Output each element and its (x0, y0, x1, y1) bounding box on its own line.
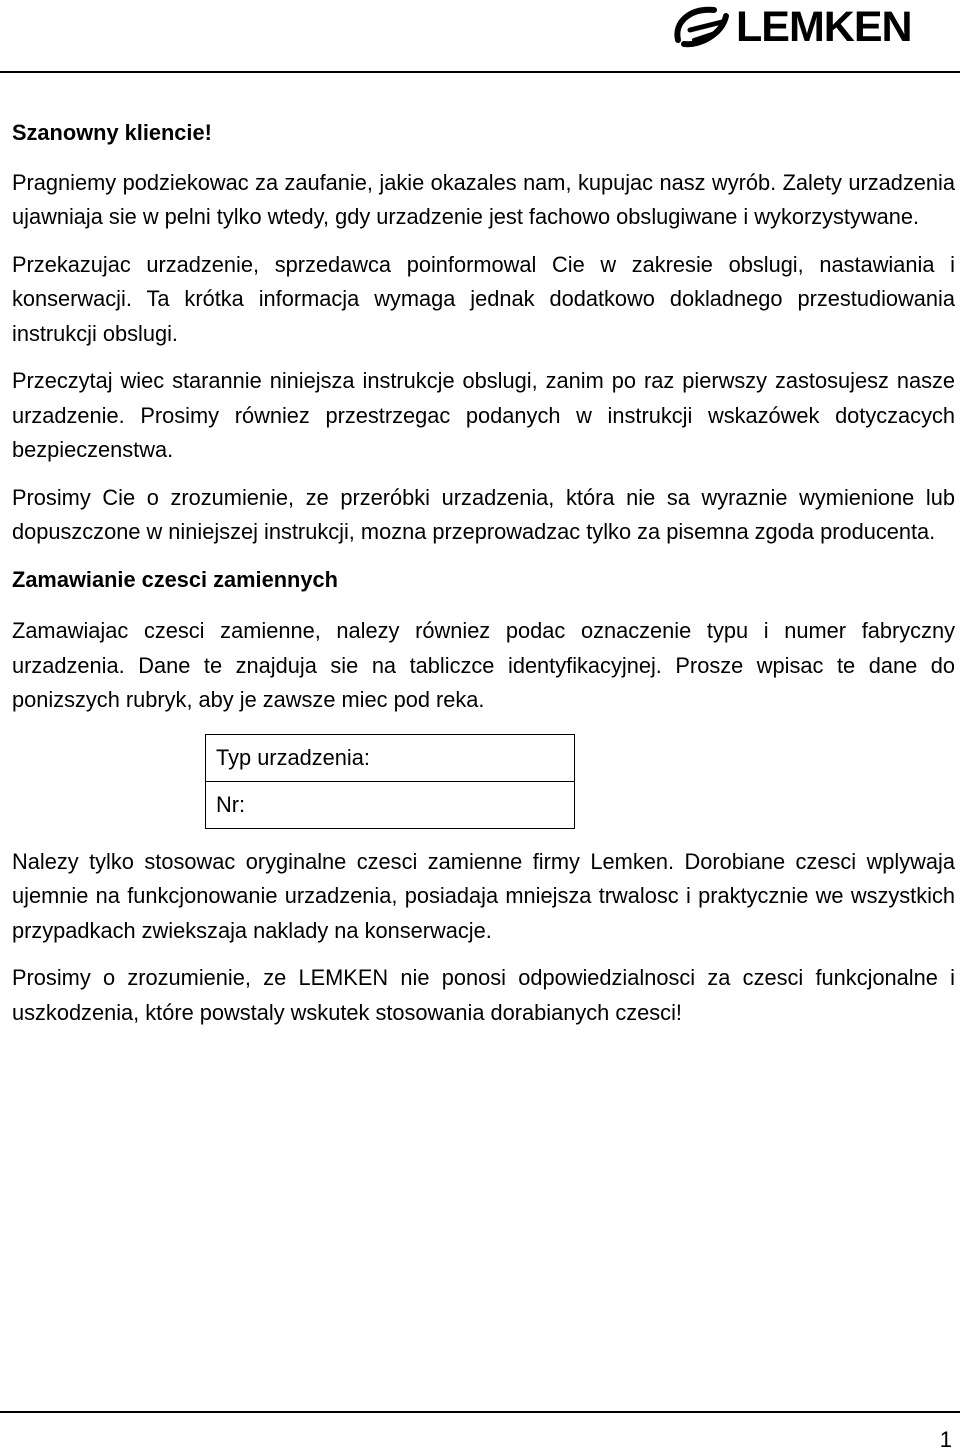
machine-id-form (205, 734, 575, 829)
paragraph: Prosimy o zrozumienie, ze LEMKEN nie ponosi odpowiedzialnosci za czesci funkcjonalne i uszkodzenia, które powstaly wskutek stosowania dorabianych czesci! (12, 965, 955, 1025)
paragraph: Pragniemy podziekowac za zaufanie, jakie okazales nam, kupujac nasz wyrób. Zalety urzadzenia ujawniaja sie w pelni tylko wtedy, gdy urzadzenie jest fachowo obslugiwane i wykorzystywane. (12, 169, 955, 229)
paragraph: Nalezy tylko stosowac oryginalne czesci zamienne firmy Lemken. Dorobiane czesci wplywaja ujemnie na funkcjonowanie urzadzenia, posiadaja mniejsza trwalosc i praktycznie we wszystkich przypadkach zwiekszaja naklady na konserwacje. (12, 848, 955, 943)
brand-wordmark: LEMKEN (736, 3, 912, 51)
lemken-emblem-icon (677, 10, 726, 44)
table-row (206, 781, 575, 828)
serial-number-field: Nr: (206, 781, 575, 828)
machine-type-field: Typ urzadzenia: (206, 734, 575, 781)
lemken-logo (670, 0, 950, 56)
page-number: 1 (939, 1427, 952, 1452)
footer-divider (0, 1411, 960, 1413)
paragraph: Przeczytaj wiec starannie niniejsza instrukcje obslugi, zanim po raz pierwszy zastosujesz nasze urzadzenie. Prosimy równiez przestrzegac podanych w instrukcji wskazówek dotyczacych bezpieczenstwa. (12, 368, 955, 462)
table-row (206, 734, 575, 781)
header-divider (0, 71, 960, 73)
paragraph: Prosimy Cie o zrozumienie, ze przeróbki urzadzenia, która nie sa wyraznie wymienione lub dopuszczone w niniejszej instrukcji, mozna przeprowadzac tylko za pisemna zgoda producenta. (12, 484, 955, 544)
letter-body (12, 116, 955, 1030)
section-heading: Zamawianie czesci zamiennych (12, 566, 338, 592)
paragraph: Przekazujac urzadzenie, sprzedawca poinformowal Cie w zakresie obslugi, nastawiania i konserwacji. Ta krótka informacja wymaga jednak dodatkowo dokladnego przestudiowania instrukcji obslugi. (12, 251, 955, 346)
paragraph: Zamawiajac czesci zamienne, nalezy równiez podac oznaczenie typu i numer fabryczny urzadzenia. Dane te znajduja sie na tabliczce identyfikacyjnej. Prosze wpisac te dane do ponizszych rubryk, aby je zawsze miec pod reka. (12, 618, 955, 712)
greeting: Szanowny kliencie! (12, 120, 212, 145)
